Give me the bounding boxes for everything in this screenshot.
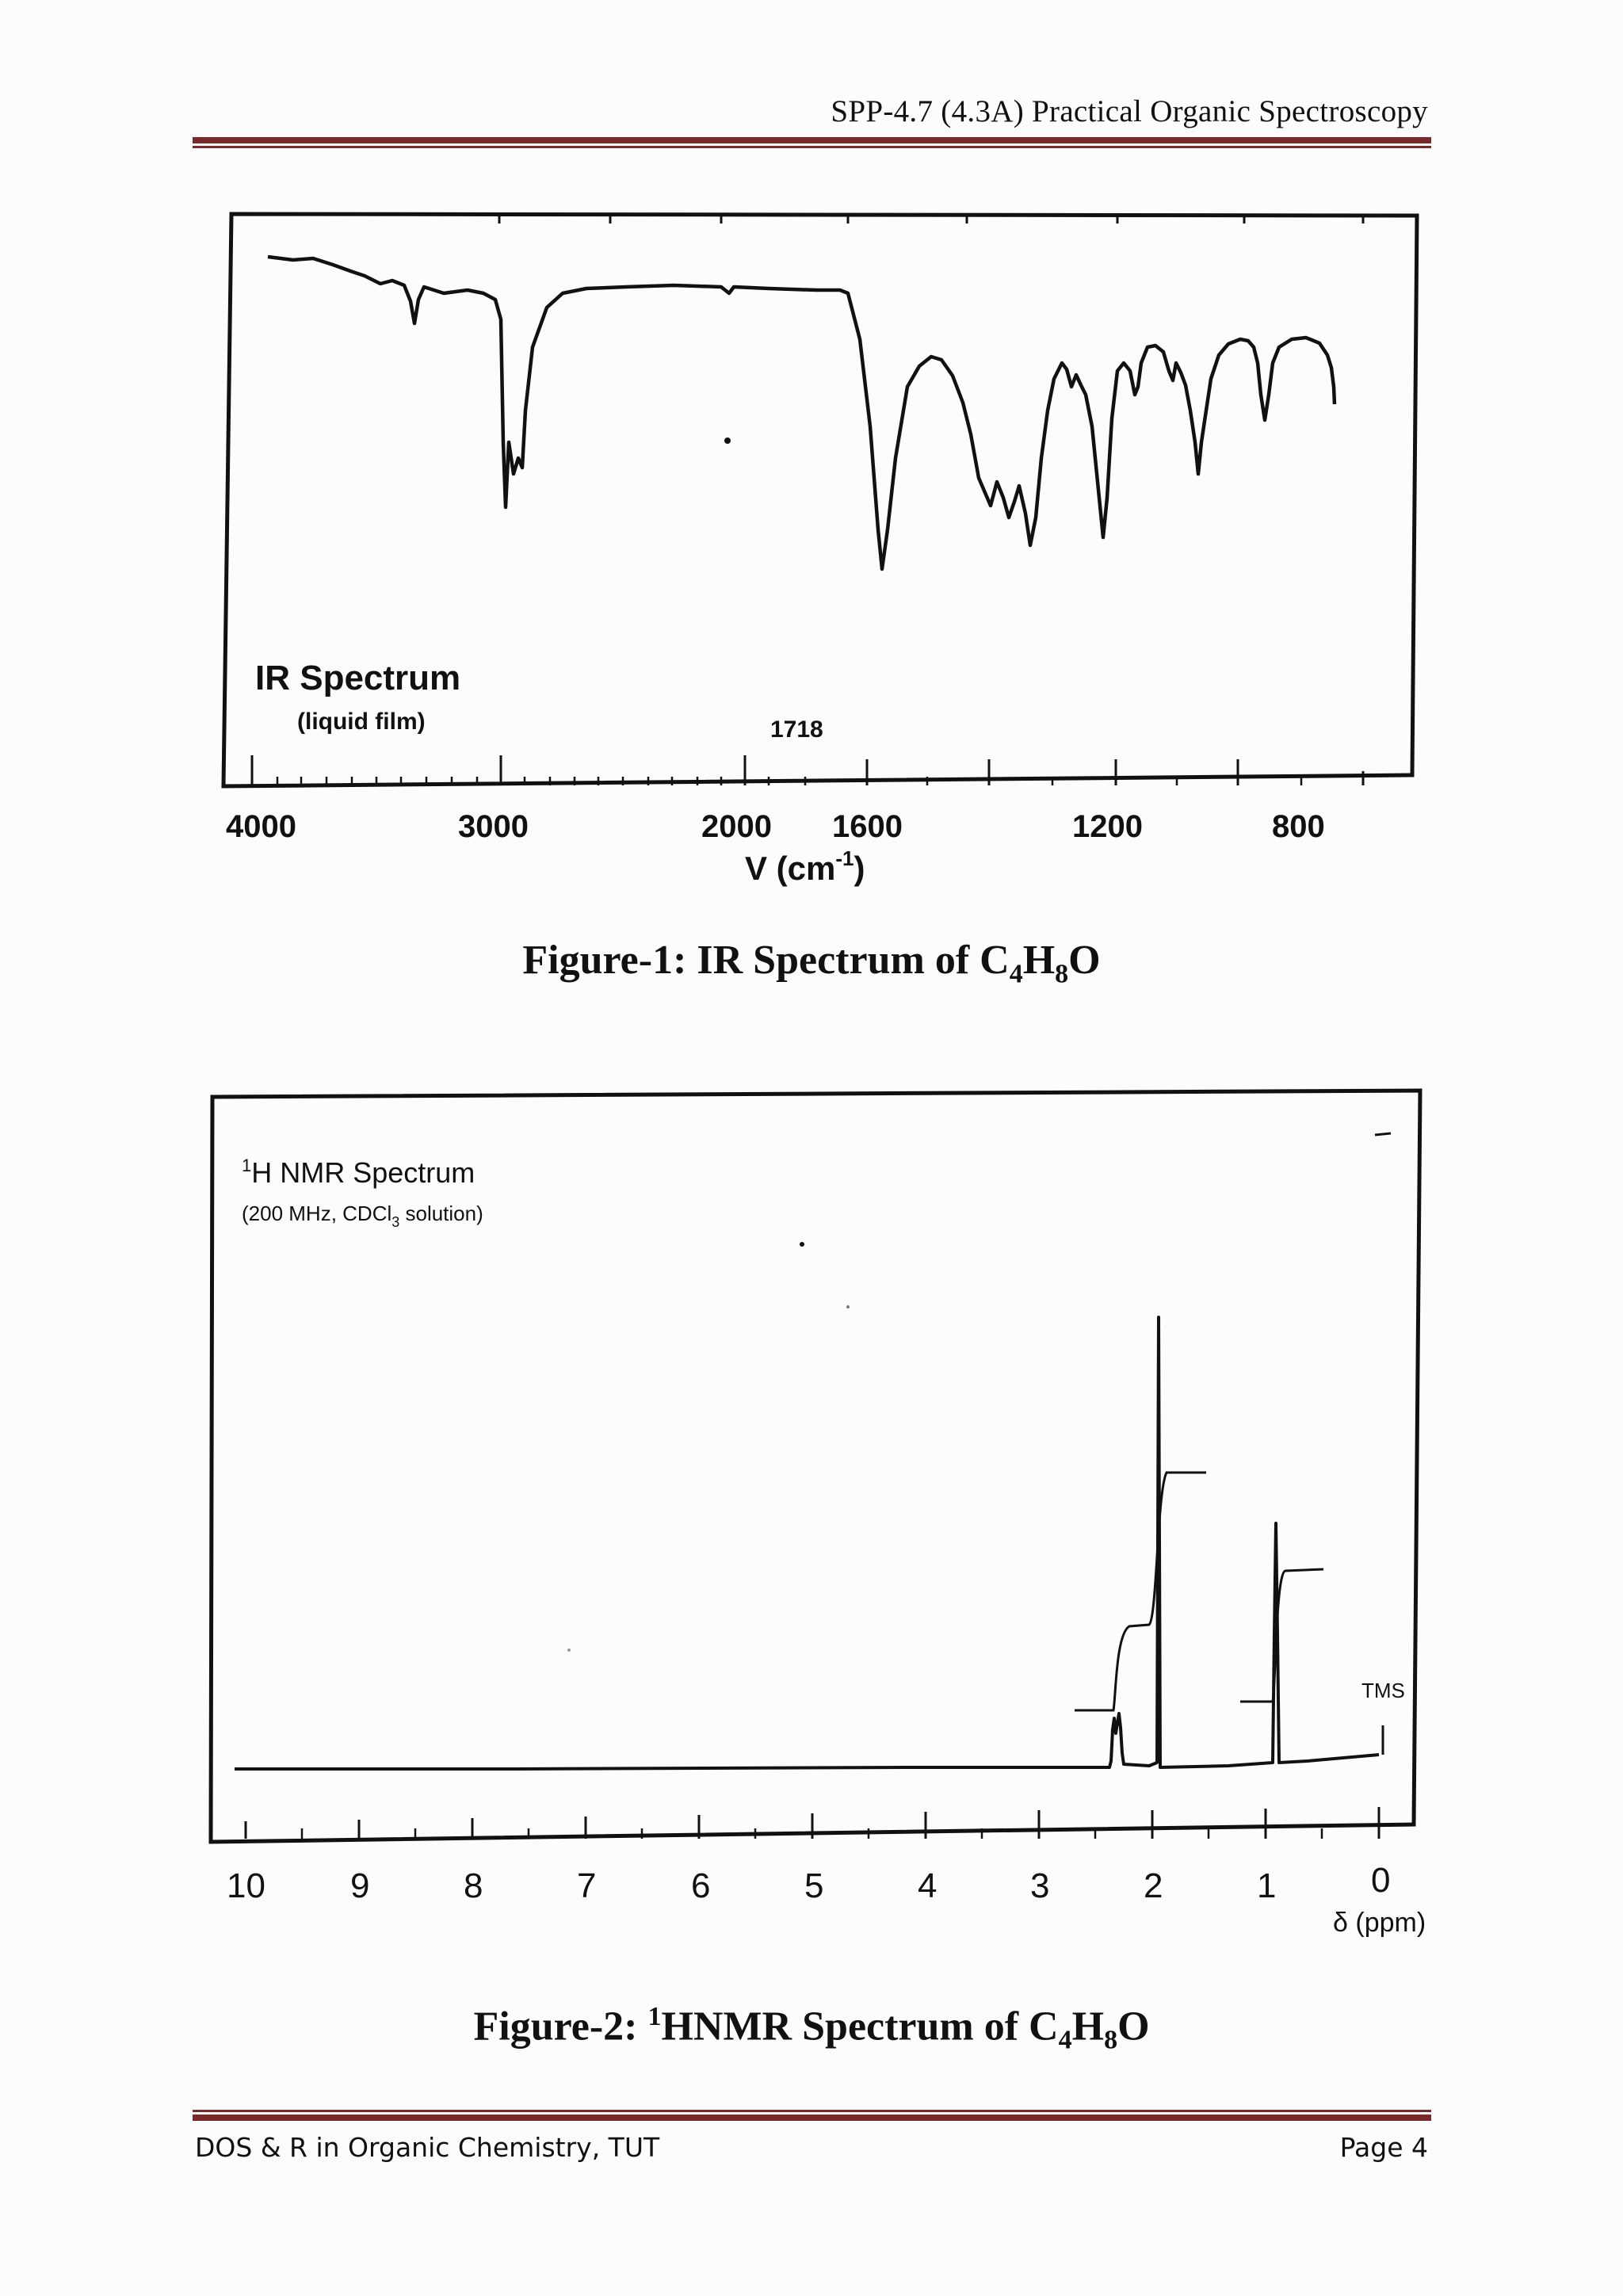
nmr-tick-label: 4 — [918, 1866, 938, 1905]
nmr-integration-1 — [1075, 1473, 1206, 1710]
nmr-integration-2 — [1240, 1569, 1323, 1702]
footer-left: DOS & R in Organic Chemistry, TUT — [195, 2132, 660, 2163]
nmr-tick-label: 1 — [1257, 1866, 1277, 1905]
tms-label: TMS — [1361, 1679, 1405, 1702]
nmr-tick-label: 5 — [804, 1866, 824, 1905]
nmr-tick-label: 6 — [691, 1866, 711, 1905]
footer-rule — [193, 2110, 1431, 2121]
ir-trace — [268, 257, 1335, 569]
ir-axis-title: V $(cm^{-1})$ — [745, 846, 865, 887]
header-title: SPP-4.7 (4.3A) Practical Organic Spectroscopy — [831, 94, 1428, 128]
nmr-tick-label: 0 — [1371, 1861, 1391, 1900]
figure-1-caption: Figure-1: IR Spectrum of $C_4H_8O$ — [522, 938, 1101, 989]
ir-spectrum-label: IR Spectrum — [255, 659, 461, 697]
nmr-tick-label: 10 — [227, 1866, 265, 1905]
ir-tick-label: 1200 — [1072, 809, 1143, 844]
nmr-trace — [235, 1317, 1379, 1769]
nmr-tick-label: 7 — [577, 1866, 597, 1905]
ir-frame — [223, 214, 1417, 786]
page-number: Page 4 — [1339, 2132, 1428, 2163]
nmr-axis-title: δ (ppm) — [1333, 1908, 1426, 1938]
ir-tick-label: 800 — [1272, 809, 1325, 844]
nmr-tick-label: 2 — [1144, 1866, 1163, 1905]
nmr-spectrum-sublabel: (200 MHz, CDCl$_3$ solution) — [242, 1201, 483, 1230]
ir-tick-label: 3000 — [458, 809, 529, 844]
figure-2-caption: Figure-2: $^1$HNMR Spectrum of $C_4H_8O$ — [473, 2002, 1150, 2055]
nmr-tick-label: 3 — [1030, 1866, 1050, 1905]
ir-peak-annotation: 1718 — [770, 716, 823, 743]
ir-spectrum-sublabel: (liquid film) — [297, 709, 426, 735]
header-rule — [193, 137, 1431, 148]
nmr-tick-label: 8 — [464, 1866, 483, 1905]
nmr-tick-label: 9 — [350, 1866, 370, 1905]
ir-tick-label: 1600 — [832, 809, 903, 844]
nmr-frame — [211, 1091, 1420, 1842]
ir-tick-label: 4000 — [226, 809, 296, 844]
ir-spectrum-figure — [214, 204, 1426, 910]
nmr-spectrum-label: $^1$H NMR Spectrum — [242, 1156, 475, 1189]
nmr-spectrum-figure — [198, 1079, 1434, 1951]
ir-tick-label: 2000 — [701, 809, 772, 844]
